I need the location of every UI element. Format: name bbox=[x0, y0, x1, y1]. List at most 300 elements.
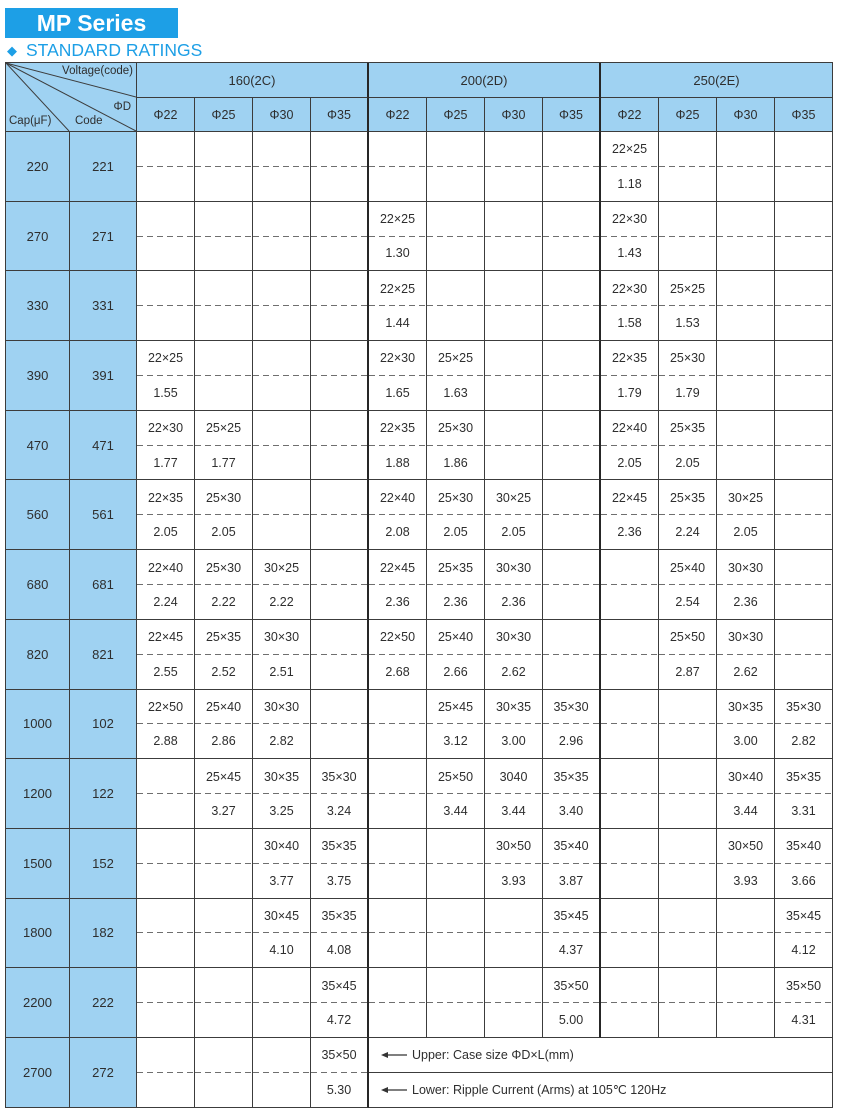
empty-cell bbox=[311, 271, 369, 306]
empty-cell bbox=[369, 759, 427, 794]
ripple-current-cell: 1.55 bbox=[137, 376, 195, 411]
case-size-cell: 22×30 bbox=[369, 341, 427, 376]
empty-cell bbox=[659, 1003, 717, 1038]
ripple-current-cell: 5.00 bbox=[543, 1003, 601, 1038]
voltage-group-header: 250(2E) bbox=[601, 63, 833, 98]
case-size-cell: 35×35 bbox=[311, 829, 369, 864]
case-size-cell: 25×25 bbox=[195, 411, 253, 446]
empty-cell bbox=[427, 167, 485, 202]
empty-cell bbox=[543, 237, 601, 272]
ripple-current-cell: 2.36 bbox=[717, 585, 775, 620]
legend-lower bbox=[369, 1073, 833, 1108]
diameter-header: Φ25 bbox=[195, 98, 253, 132]
empty-cell bbox=[543, 446, 601, 481]
empty-cell bbox=[311, 376, 369, 411]
case-size-cell: 30×30 bbox=[485, 550, 543, 585]
table-corner-header bbox=[6, 63, 137, 132]
capacitance-cell: 2700 bbox=[6, 1038, 70, 1108]
empty-cell bbox=[311, 202, 369, 237]
left-arrow-icon bbox=[381, 1085, 407, 1095]
diameter-header: Φ30 bbox=[485, 98, 543, 132]
empty-cell bbox=[485, 237, 543, 272]
case-size-cell: 22×40 bbox=[369, 480, 427, 515]
empty-cell bbox=[543, 620, 601, 655]
empty-cell bbox=[601, 655, 659, 690]
capacitance-cell: 270 bbox=[6, 202, 70, 272]
ripple-current-cell: 3.87 bbox=[543, 864, 601, 899]
ripple-current-cell: 2.22 bbox=[253, 585, 311, 620]
ripple-current-cell: 2.36 bbox=[369, 585, 427, 620]
empty-cell bbox=[601, 585, 659, 620]
case-size-cell: 35×45 bbox=[775, 899, 833, 934]
case-size-cell: 30×40 bbox=[717, 759, 775, 794]
empty-cell bbox=[485, 933, 543, 968]
case-size-cell: 25×35 bbox=[427, 550, 485, 585]
ripple-current-cell: 5.30 bbox=[311, 1073, 369, 1108]
empty-cell bbox=[195, 202, 253, 237]
ripple-current-cell: 4.37 bbox=[543, 933, 601, 968]
empty-cell bbox=[369, 167, 427, 202]
empty-cell bbox=[253, 341, 311, 376]
empty-cell bbox=[253, 306, 311, 341]
empty-cell bbox=[253, 167, 311, 202]
empty-cell bbox=[137, 306, 195, 341]
code-cell: 221 bbox=[70, 132, 137, 202]
empty-cell bbox=[311, 237, 369, 272]
empty-cell bbox=[427, 132, 485, 167]
empty-cell bbox=[195, 829, 253, 864]
empty-cell bbox=[195, 306, 253, 341]
empty-cell bbox=[659, 968, 717, 1003]
empty-cell bbox=[253, 237, 311, 272]
empty-cell bbox=[369, 899, 427, 934]
case-size-cell: 22×50 bbox=[369, 620, 427, 655]
case-size-cell: 25×25 bbox=[659, 271, 717, 306]
empty-cell bbox=[195, 1073, 253, 1108]
code-cell: 391 bbox=[70, 341, 137, 411]
empty-cell bbox=[717, 341, 775, 376]
empty-cell bbox=[485, 1003, 543, 1038]
empty-cell bbox=[601, 550, 659, 585]
empty-cell bbox=[717, 271, 775, 306]
empty-cell bbox=[543, 585, 601, 620]
code-axis-label: Code bbox=[75, 115, 103, 127]
ripple-current-cell: 2.51 bbox=[253, 655, 311, 690]
empty-cell bbox=[775, 202, 833, 237]
empty-cell bbox=[659, 690, 717, 725]
empty-cell bbox=[775, 132, 833, 167]
case-size-cell: 30×30 bbox=[253, 690, 311, 725]
empty-cell bbox=[427, 864, 485, 899]
case-size-cell: 30×35 bbox=[485, 690, 543, 725]
capacitance-cell: 330 bbox=[6, 271, 70, 341]
case-size-cell: 30×50 bbox=[485, 829, 543, 864]
voltage-axis-label: Voltage(code) bbox=[62, 65, 133, 77]
empty-cell bbox=[253, 1073, 311, 1108]
empty-cell bbox=[137, 933, 195, 968]
ripple-current-cell: 2.62 bbox=[717, 655, 775, 690]
ripple-current-cell: 2.05 bbox=[659, 446, 717, 481]
section-heading bbox=[7, 41, 202, 60]
code-cell: 182 bbox=[70, 899, 137, 969]
empty-cell bbox=[775, 550, 833, 585]
series-title-badge: MP Series bbox=[5, 8, 178, 38]
diameter-header: Φ30 bbox=[717, 98, 775, 132]
empty-cell bbox=[427, 933, 485, 968]
case-size-cell: 25×30 bbox=[659, 341, 717, 376]
ripple-current-cell: 2.24 bbox=[137, 585, 195, 620]
code-cell: 821 bbox=[70, 620, 137, 690]
capacitance-axis-label: Cap(μF) bbox=[9, 115, 52, 127]
ripple-current-cell: 2.66 bbox=[427, 655, 485, 690]
empty-cell bbox=[717, 306, 775, 341]
case-size-cell: 25×35 bbox=[659, 480, 717, 515]
ripple-current-cell: 3.75 bbox=[311, 864, 369, 899]
capacitance-cell: 560 bbox=[6, 480, 70, 550]
empty-cell bbox=[311, 585, 369, 620]
empty-cell bbox=[543, 132, 601, 167]
case-size-cell: 22×35 bbox=[137, 480, 195, 515]
ripple-current-cell: 2.22 bbox=[195, 585, 253, 620]
ripple-current-cell: 3.25 bbox=[253, 794, 311, 829]
ripple-current-cell: 3.00 bbox=[485, 724, 543, 759]
empty-cell bbox=[717, 933, 775, 968]
empty-cell bbox=[717, 1003, 775, 1038]
case-size-cell: 22×25 bbox=[369, 202, 427, 237]
case-size-cell: 25×40 bbox=[427, 620, 485, 655]
diameter-header: Φ25 bbox=[659, 98, 717, 132]
code-cell: 152 bbox=[70, 829, 137, 899]
empty-cell bbox=[311, 550, 369, 585]
empty-cell bbox=[485, 341, 543, 376]
diameter-header: Φ35 bbox=[775, 98, 833, 132]
empty-cell bbox=[717, 411, 775, 446]
capacitance-cell: 1800 bbox=[6, 899, 70, 969]
case-size-cell: 35×45 bbox=[543, 899, 601, 934]
section-title: STANDARD RATINGS bbox=[26, 40, 203, 60]
case-size-cell: 25×35 bbox=[195, 620, 253, 655]
diameter-header: Φ30 bbox=[253, 98, 311, 132]
empty-cell bbox=[485, 132, 543, 167]
empty-cell bbox=[253, 271, 311, 306]
empty-cell bbox=[369, 132, 427, 167]
ripple-current-cell: 1.65 bbox=[369, 376, 427, 411]
empty-cell bbox=[659, 759, 717, 794]
empty-cell bbox=[717, 899, 775, 934]
empty-cell bbox=[543, 271, 601, 306]
voltage-group-header: 200(2D) bbox=[369, 63, 601, 98]
empty-cell bbox=[775, 480, 833, 515]
voltage-group-header: 160(2C) bbox=[137, 63, 369, 98]
case-size-cell: 35×40 bbox=[775, 829, 833, 864]
empty-cell bbox=[195, 933, 253, 968]
empty-cell bbox=[311, 341, 369, 376]
empty-cell bbox=[253, 1038, 311, 1073]
ripple-current-cell: 2.54 bbox=[659, 585, 717, 620]
diameter-header: Φ25 bbox=[427, 98, 485, 132]
ripple-current-cell: 2.52 bbox=[195, 655, 253, 690]
case-size-cell: 22×35 bbox=[601, 341, 659, 376]
case-size-cell: 30×30 bbox=[253, 620, 311, 655]
code-cell: 271 bbox=[70, 202, 137, 272]
ripple-current-cell: 2.05 bbox=[601, 446, 659, 481]
empty-cell bbox=[137, 899, 195, 934]
empty-cell bbox=[601, 724, 659, 759]
empty-cell bbox=[543, 341, 601, 376]
case-size-cell: 22×25 bbox=[369, 271, 427, 306]
ripple-current-cell: 2.36 bbox=[427, 585, 485, 620]
ripple-current-cell: 2.82 bbox=[775, 724, 833, 759]
empty-cell bbox=[659, 167, 717, 202]
ripple-current-cell: 3.40 bbox=[543, 794, 601, 829]
ripple-current-cell: 3.44 bbox=[427, 794, 485, 829]
case-size-cell: 30×25 bbox=[485, 480, 543, 515]
case-size-cell: 35×30 bbox=[543, 690, 601, 725]
case-size-cell: 35×40 bbox=[543, 829, 601, 864]
capacitance-cell: 820 bbox=[6, 620, 70, 690]
ripple-current-cell: 3.12 bbox=[427, 724, 485, 759]
empty-cell bbox=[485, 271, 543, 306]
case-size-cell: 30×45 bbox=[253, 899, 311, 934]
ripple-current-cell: 1.79 bbox=[601, 376, 659, 411]
empty-cell bbox=[427, 202, 485, 237]
empty-cell bbox=[775, 167, 833, 202]
case-size-cell: 30×30 bbox=[717, 550, 775, 585]
code-cell: 471 bbox=[70, 411, 137, 481]
empty-cell bbox=[601, 620, 659, 655]
diameter-header: Φ22 bbox=[369, 98, 427, 132]
ripple-current-cell: 1.43 bbox=[601, 237, 659, 272]
ripple-current-cell: 4.31 bbox=[775, 1003, 833, 1038]
empty-cell bbox=[369, 933, 427, 968]
case-size-cell: 22×45 bbox=[369, 550, 427, 585]
ripple-current-cell: 1.77 bbox=[195, 446, 253, 481]
ripple-current-cell: 2.36 bbox=[601, 515, 659, 550]
ripple-current-cell: 1.53 bbox=[659, 306, 717, 341]
case-size-cell: 30×30 bbox=[485, 620, 543, 655]
empty-cell bbox=[427, 899, 485, 934]
case-size-cell: 22×25 bbox=[137, 341, 195, 376]
empty-cell bbox=[775, 306, 833, 341]
empty-cell bbox=[427, 237, 485, 272]
case-size-cell: 35×35 bbox=[311, 899, 369, 934]
empty-cell bbox=[543, 655, 601, 690]
capacitance-cell: 1000 bbox=[6, 690, 70, 760]
diameter-header: Φ22 bbox=[601, 98, 659, 132]
ripple-current-cell: 1.30 bbox=[369, 237, 427, 272]
case-size-cell: 25×30 bbox=[195, 480, 253, 515]
empty-cell bbox=[543, 480, 601, 515]
empty-cell bbox=[775, 585, 833, 620]
case-size-cell: 35×50 bbox=[543, 968, 601, 1003]
case-size-cell: 22×45 bbox=[601, 480, 659, 515]
ripple-current-cell: 4.72 bbox=[311, 1003, 369, 1038]
empty-cell bbox=[775, 446, 833, 481]
ripple-current-cell: 2.68 bbox=[369, 655, 427, 690]
empty-cell bbox=[195, 341, 253, 376]
empty-cell bbox=[543, 167, 601, 202]
ripple-current-cell: 2.05 bbox=[717, 515, 775, 550]
capacitance-cell: 2200 bbox=[6, 968, 70, 1038]
empty-cell bbox=[137, 1038, 195, 1073]
empty-cell bbox=[311, 446, 369, 481]
empty-cell bbox=[369, 968, 427, 1003]
diameter-axis-label: ΦD bbox=[113, 101, 131, 113]
empty-cell bbox=[311, 515, 369, 550]
case-size-cell: 25×25 bbox=[427, 341, 485, 376]
empty-cell bbox=[253, 411, 311, 446]
ripple-current-cell: 2.05 bbox=[137, 515, 195, 550]
empty-cell bbox=[659, 202, 717, 237]
case-size-cell: 30×25 bbox=[717, 480, 775, 515]
case-size-cell: 25×40 bbox=[195, 690, 253, 725]
capacitance-cell: 1200 bbox=[6, 759, 70, 829]
diameter-header: Φ22 bbox=[137, 98, 195, 132]
empty-cell bbox=[543, 202, 601, 237]
empty-cell bbox=[195, 864, 253, 899]
empty-cell bbox=[717, 968, 775, 1003]
ripple-current-cell: 1.58 bbox=[601, 306, 659, 341]
case-size-cell: 22×45 bbox=[137, 620, 195, 655]
ripple-current-cell: 1.88 bbox=[369, 446, 427, 481]
empty-cell bbox=[195, 271, 253, 306]
empty-cell bbox=[253, 480, 311, 515]
empty-cell bbox=[137, 202, 195, 237]
diameter-header: Φ35 bbox=[311, 98, 369, 132]
ripple-current-cell: 1.44 bbox=[369, 306, 427, 341]
code-cell: 122 bbox=[70, 759, 137, 829]
empty-cell bbox=[601, 794, 659, 829]
empty-cell bbox=[717, 132, 775, 167]
empty-cell bbox=[485, 446, 543, 481]
empty-cell bbox=[485, 306, 543, 341]
empty-cell bbox=[543, 550, 601, 585]
empty-cell bbox=[369, 724, 427, 759]
empty-cell bbox=[775, 515, 833, 550]
case-size-cell: 35×35 bbox=[775, 759, 833, 794]
empty-cell bbox=[253, 446, 311, 481]
empty-cell bbox=[427, 306, 485, 341]
ripple-current-cell: 2.88 bbox=[137, 724, 195, 759]
empty-cell bbox=[659, 724, 717, 759]
ripple-current-cell: 3.27 bbox=[195, 794, 253, 829]
empty-cell bbox=[485, 411, 543, 446]
empty-cell bbox=[195, 1038, 253, 1073]
empty-cell bbox=[775, 271, 833, 306]
empty-cell bbox=[137, 237, 195, 272]
empty-cell bbox=[775, 237, 833, 272]
ripple-current-cell: 2.82 bbox=[253, 724, 311, 759]
case-size-cell: 22×30 bbox=[601, 271, 659, 306]
empty-cell bbox=[601, 759, 659, 794]
empty-cell bbox=[253, 1003, 311, 1038]
legend-upper-text: Upper: Case size ΦD×L(mm) bbox=[412, 1047, 574, 1062]
empty-cell bbox=[601, 968, 659, 1003]
empty-cell bbox=[659, 899, 717, 934]
empty-cell bbox=[253, 968, 311, 1003]
empty-cell bbox=[485, 167, 543, 202]
empty-cell bbox=[775, 341, 833, 376]
case-size-cell: 25×30 bbox=[195, 550, 253, 585]
ripple-current-cell: 1.63 bbox=[427, 376, 485, 411]
empty-cell bbox=[311, 306, 369, 341]
legend-lower-text: Lower: Ripple Current (Arms) at 105℃ 120Hz bbox=[412, 1083, 667, 1098]
ripple-current-cell: 4.08 bbox=[311, 933, 369, 968]
case-size-cell: 22×25 bbox=[601, 132, 659, 167]
case-size-cell: 30×35 bbox=[253, 759, 311, 794]
capacitance-cell: 680 bbox=[6, 550, 70, 620]
code-cell: 222 bbox=[70, 968, 137, 1038]
capacitance-cell: 390 bbox=[6, 341, 70, 411]
empty-cell bbox=[543, 411, 601, 446]
empty-cell bbox=[195, 376, 253, 411]
ripple-current-cell: 2.05 bbox=[485, 515, 543, 550]
empty-cell bbox=[543, 306, 601, 341]
case-size-cell: 30×40 bbox=[253, 829, 311, 864]
empty-cell bbox=[427, 968, 485, 1003]
empty-cell bbox=[369, 690, 427, 725]
ripple-current-cell: 1.18 bbox=[601, 167, 659, 202]
empty-cell bbox=[253, 202, 311, 237]
empty-cell bbox=[311, 690, 369, 725]
ripple-current-cell: 1.86 bbox=[427, 446, 485, 481]
empty-cell bbox=[601, 829, 659, 864]
empty-cell bbox=[427, 271, 485, 306]
code-cell: 331 bbox=[70, 271, 137, 341]
empty-cell bbox=[543, 515, 601, 550]
ripple-current-cell: 2.05 bbox=[195, 515, 253, 550]
case-size-cell: 35×45 bbox=[311, 968, 369, 1003]
code-cell: 681 bbox=[70, 550, 137, 620]
empty-cell bbox=[369, 1003, 427, 1038]
empty-cell bbox=[137, 132, 195, 167]
empty-cell bbox=[775, 376, 833, 411]
ripple-current-cell: 3.31 bbox=[775, 794, 833, 829]
case-size-cell: 30×35 bbox=[717, 690, 775, 725]
empty-cell bbox=[775, 655, 833, 690]
case-size-cell: 25×35 bbox=[659, 411, 717, 446]
empty-cell bbox=[485, 899, 543, 934]
empty-cell bbox=[311, 724, 369, 759]
capacitance-cell: 220 bbox=[6, 132, 70, 202]
empty-cell bbox=[195, 1003, 253, 1038]
empty-cell bbox=[659, 237, 717, 272]
code-cell: 272 bbox=[70, 1038, 137, 1108]
capacitance-cell: 1500 bbox=[6, 829, 70, 899]
empty-cell bbox=[137, 271, 195, 306]
empty-cell bbox=[253, 132, 311, 167]
empty-cell bbox=[659, 933, 717, 968]
empty-cell bbox=[369, 794, 427, 829]
diameter-header: Φ35 bbox=[543, 98, 601, 132]
empty-cell bbox=[601, 690, 659, 725]
ripple-current-cell: 3.93 bbox=[485, 864, 543, 899]
empty-cell bbox=[137, 1073, 195, 1108]
case-size-cell: 22×40 bbox=[601, 411, 659, 446]
case-size-cell: 25×30 bbox=[427, 411, 485, 446]
ripple-current-cell: 2.86 bbox=[195, 724, 253, 759]
empty-cell bbox=[137, 968, 195, 1003]
empty-cell bbox=[717, 376, 775, 411]
diamond-bullet-icon: ◆ bbox=[7, 43, 17, 58]
code-cell: 102 bbox=[70, 690, 137, 760]
case-size-cell: 25×45 bbox=[427, 690, 485, 725]
left-arrow-icon bbox=[381, 1050, 407, 1060]
empty-cell bbox=[137, 1003, 195, 1038]
ripple-current-cell: 2.62 bbox=[485, 655, 543, 690]
empty-cell bbox=[369, 829, 427, 864]
empty-cell bbox=[601, 899, 659, 934]
